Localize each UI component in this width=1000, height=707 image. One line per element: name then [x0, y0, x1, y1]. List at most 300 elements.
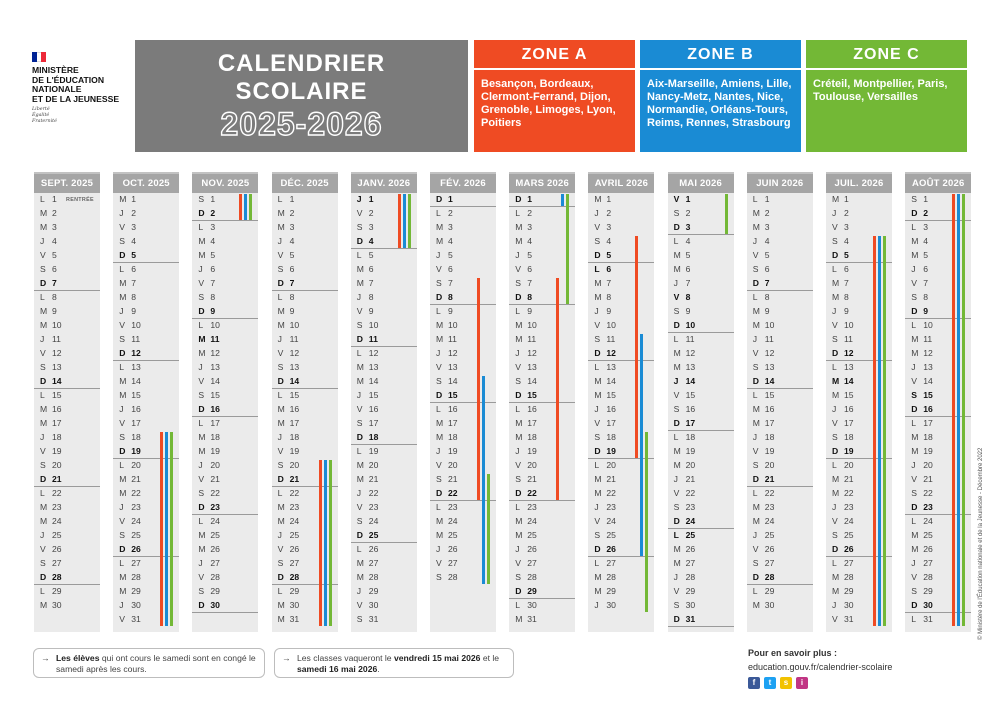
day-row — [192, 585, 258, 599]
day-letter: V — [832, 222, 838, 232]
day-number: 27 — [368, 558, 379, 568]
day-number: 1 — [289, 194, 295, 204]
day-row — [588, 193, 654, 207]
day-letter: D — [752, 572, 760, 582]
day-letter: M — [515, 614, 523, 624]
day-row — [747, 291, 813, 305]
day-row — [34, 585, 100, 599]
day-letter: M — [40, 502, 48, 512]
snapchat-icon[interactable]: s — [780, 677, 792, 689]
day-letter: D — [436, 194, 443, 204]
day-letter: S — [119, 530, 125, 540]
day-letter: L — [515, 306, 520, 316]
day-letter: M — [198, 236, 206, 246]
day-number: 22 — [210, 488, 220, 498]
day-letter: M — [436, 418, 444, 428]
day-row — [192, 571, 258, 585]
day-number: 18 — [52, 432, 62, 442]
day-letter: D — [198, 306, 205, 316]
day-number: 5 — [527, 250, 532, 260]
day-letter: J — [356, 194, 362, 204]
day-row — [747, 221, 813, 235]
month-days — [826, 193, 892, 630]
day-number: 19 — [289, 446, 300, 456]
day-number: 11 — [448, 334, 457, 344]
day-letter: J — [277, 432, 282, 442]
day-letter: L — [119, 460, 124, 470]
day-row — [351, 487, 417, 501]
holiday-bar-zone-a — [873, 236, 876, 626]
day-row — [588, 375, 654, 389]
day-letter: M — [198, 432, 206, 442]
day-row — [588, 207, 654, 221]
day-letter: J — [119, 208, 124, 218]
day-number: 1 — [923, 194, 928, 204]
day-number: 21 — [844, 474, 854, 484]
day-row — [34, 487, 100, 501]
day-number: 19 — [923, 446, 933, 456]
day-letter: D — [515, 292, 522, 302]
day-row — [747, 543, 813, 557]
day-row — [668, 445, 734, 459]
day-letter: V — [277, 348, 284, 358]
day-number: 30 — [368, 600, 379, 610]
holiday-bar-zone-c — [566, 194, 569, 304]
twitter-icon[interactable]: t — [764, 677, 776, 689]
day-row — [272, 235, 338, 249]
day-letter: D — [119, 348, 126, 358]
day-letter: S — [752, 264, 759, 274]
copyright-note: © Ministère de l'Éducation nationale et de la Jeunesse - Décembre 2022 — [978, 447, 984, 640]
day-number: 2 — [923, 208, 928, 218]
day-letter: V — [594, 418, 601, 428]
day-row — [272, 193, 338, 207]
day-number: 23 — [527, 502, 537, 512]
day-number: 21 — [606, 474, 616, 484]
day-letter: V — [752, 544, 759, 554]
day-number: 25 — [844, 530, 854, 540]
day-row — [351, 599, 417, 613]
day-row — [747, 599, 813, 613]
day-row — [668, 543, 734, 557]
day-letter: M — [594, 278, 602, 288]
month-header: DÉC. 2025 — [272, 174, 338, 193]
day-number: 29 — [764, 586, 775, 596]
day-letter: V — [673, 194, 680, 204]
day-letter: D — [911, 600, 918, 610]
day-letter: M — [752, 208, 760, 218]
day-letter: M — [119, 586, 127, 596]
day-letter: J — [40, 334, 45, 344]
day-row — [668, 375, 734, 389]
day-letter: S — [594, 530, 601, 540]
day-row — [192, 473, 258, 487]
month-header: NOV. 2025 — [192, 174, 258, 193]
day-number: 21 — [52, 474, 62, 484]
day-letter: J — [356, 390, 362, 400]
day-number: 23 — [52, 502, 62, 512]
day-row — [351, 459, 417, 473]
day-number: 7 — [52, 278, 57, 288]
day-row — [351, 319, 417, 333]
day-number: 17 — [368, 418, 379, 428]
day-row — [509, 431, 575, 445]
day-number: 2 — [368, 208, 374, 218]
day-row — [747, 361, 813, 375]
day-row — [34, 571, 100, 585]
day-row — [747, 375, 813, 389]
day-letter: J — [832, 502, 837, 512]
day-letter: L — [515, 208, 520, 218]
day-row — [430, 235, 496, 249]
day-number: 23 — [448, 502, 458, 512]
month-days — [351, 193, 417, 630]
day-number: 4 — [527, 236, 532, 246]
holiday-bar-zone-b — [403, 194, 406, 248]
day-row — [509, 459, 575, 473]
day-number: 13 — [210, 362, 220, 372]
day-row — [509, 557, 575, 571]
day-letter: M — [356, 572, 364, 582]
day-row — [192, 263, 258, 277]
day-letter: L — [594, 264, 600, 274]
holiday-bar-zone-a — [398, 194, 401, 248]
day-number: 16 — [844, 404, 854, 414]
day-number: 7 — [685, 278, 691, 288]
day-row — [272, 375, 338, 389]
motto-line: Fraternité — [32, 119, 57, 125]
day-number: 20 — [289, 460, 300, 470]
ministry-name — [32, 66, 142, 104]
day-number: 11 — [844, 334, 853, 344]
day-number: 10 — [368, 320, 379, 330]
day-letter: M — [356, 376, 364, 386]
day-number: 30 — [527, 600, 537, 610]
day-letter: M — [119, 474, 127, 484]
day-row — [272, 403, 338, 417]
day-row — [351, 277, 417, 291]
day-number: 25 — [448, 530, 458, 540]
day-number: 19 — [844, 446, 854, 456]
day-letter: M — [911, 250, 919, 260]
day-number: 14 — [131, 376, 141, 386]
day-letter: L — [277, 390, 283, 400]
day-row — [113, 235, 179, 249]
day-letter: M — [673, 558, 681, 568]
day-row — [351, 445, 417, 459]
day-row — [509, 389, 575, 403]
ministry-line: MINISTÈRE — [32, 65, 79, 75]
day-letter: D — [40, 278, 47, 288]
day-letter: J — [198, 460, 203, 470]
day-row — [351, 613, 417, 627]
day-number: 4 — [131, 236, 136, 246]
day-letter: D — [673, 320, 680, 330]
day-number: 8 — [923, 292, 928, 302]
day-row — [668, 431, 734, 445]
day-number: 15 — [131, 390, 141, 400]
day-letter: M — [119, 488, 127, 498]
day-number: 12 — [289, 348, 300, 358]
facebook-icon[interactable]: f — [748, 677, 760, 689]
day-letter: S — [752, 460, 759, 470]
day-row — [509, 487, 575, 501]
day-row — [509, 375, 575, 389]
day-row — [351, 473, 417, 487]
day-row — [192, 431, 258, 445]
day-letter: M — [40, 320, 48, 330]
day-number: 10 — [289, 320, 300, 330]
day-letter: D — [198, 502, 205, 512]
day-row — [192, 557, 258, 571]
day-number: 10 — [210, 320, 220, 330]
day-number: 2 — [527, 208, 532, 218]
day-number: 22 — [606, 488, 616, 498]
month-header: JUIN 2026 — [747, 174, 813, 193]
day-row — [34, 459, 100, 473]
day-row — [351, 529, 417, 543]
day-number: 10 — [448, 320, 458, 330]
day-letter: L — [198, 418, 204, 428]
day-number: 1 — [527, 194, 532, 204]
day-row — [351, 585, 417, 599]
day-letter: L — [356, 250, 362, 260]
day-number: 16 — [448, 404, 458, 414]
day-row — [430, 291, 496, 305]
day-number: 8 — [844, 292, 849, 302]
day-number: 16 — [685, 404, 696, 414]
day-letter: J — [119, 600, 124, 610]
day-number: 18 — [368, 432, 379, 442]
day-letter: J — [119, 502, 124, 512]
day-number: 26 — [685, 544, 696, 554]
day-row — [34, 543, 100, 557]
day-letter: L — [40, 488, 45, 498]
day-letter: J — [277, 530, 282, 540]
day-row — [430, 375, 496, 389]
more-info-label: Pour en savoir plus : — [748, 648, 838, 658]
day-number: 6 — [131, 264, 136, 274]
day-number: 1 — [844, 194, 849, 204]
day-letter: M — [594, 292, 602, 302]
day-number: 21 — [210, 474, 220, 484]
day-row — [588, 235, 654, 249]
month-header: MAI 2026 — [668, 174, 734, 193]
day-number: 4 — [606, 236, 612, 246]
day-number: 16 — [289, 404, 300, 414]
day-letter: V — [277, 250, 284, 260]
day-letter: M — [673, 446, 681, 456]
day-row — [668, 515, 734, 529]
day-letter: S — [40, 362, 46, 372]
day-number: 30 — [923, 600, 933, 610]
day-row — [34, 375, 100, 389]
day-letter: M — [594, 488, 602, 498]
day-letter: L — [673, 236, 679, 246]
day-number: 1 — [131, 194, 136, 204]
day-number: 6 — [527, 264, 532, 274]
day-number: 11 — [764, 334, 774, 344]
day-number: 4 — [210, 236, 216, 246]
note-bold: vendredi 15 mai 2026 — [393, 653, 481, 663]
day-number: 18 — [606, 432, 616, 442]
day-letter: V — [911, 474, 917, 484]
day-letter: M — [277, 600, 285, 610]
day-letter: S — [277, 264, 284, 274]
day-letter: M — [40, 208, 48, 218]
day-row — [430, 277, 496, 291]
day-row — [351, 543, 417, 557]
day-letter: S — [356, 614, 363, 624]
day-number: 5 — [289, 250, 295, 260]
day-row — [430, 445, 496, 459]
holiday-bar-zone-a — [635, 236, 638, 458]
day-row — [113, 207, 179, 221]
day-row — [668, 473, 734, 487]
day-number: 9 — [685, 306, 691, 316]
day-letter: M — [911, 236, 919, 246]
day-number: 25 — [131, 530, 141, 540]
day-row — [430, 431, 496, 445]
day-number: 26 — [448, 544, 458, 554]
day-number: 8 — [368, 292, 374, 302]
day-number: 5 — [685, 250, 691, 260]
day-number: 5 — [606, 250, 612, 260]
ministry-logo — [32, 52, 142, 125]
day-number: 18 — [289, 432, 300, 442]
day-number: 11 — [52, 334, 61, 344]
day-letter: V — [594, 222, 601, 232]
day-number: 6 — [289, 264, 295, 274]
day-row — [747, 571, 813, 585]
day-row — [34, 557, 100, 571]
day-number: 7 — [606, 278, 612, 288]
day-number: 7 — [131, 278, 136, 288]
day-row — [509, 599, 575, 613]
day-row — [747, 487, 813, 501]
day-number: 3 — [527, 222, 532, 232]
day-number: 6 — [210, 264, 216, 274]
day-number: 22 — [131, 488, 141, 498]
day-letter: M — [752, 222, 760, 232]
social-links — [748, 677, 808, 689]
day-letter: D — [594, 446, 601, 456]
day-letter: S — [436, 376, 442, 386]
day-number: 18 — [448, 432, 458, 442]
day-letter: V — [40, 250, 46, 260]
day-number: 14 — [289, 376, 300, 386]
day-letter: D — [752, 278, 760, 288]
day-letter: S — [40, 558, 46, 568]
day-letter: L — [119, 264, 124, 274]
day-number: 3 — [606, 222, 612, 232]
day-letter: L — [40, 292, 45, 302]
day-number: 7 — [844, 278, 849, 288]
month-days — [113, 193, 179, 630]
note-text: . — [377, 664, 380, 674]
day-letter: V — [594, 320, 601, 330]
day-letter: M — [594, 474, 602, 484]
day-number: 9 — [210, 306, 216, 316]
day-letter: V — [752, 348, 759, 358]
day-letter: J — [277, 334, 282, 344]
month-days — [668, 193, 734, 630]
day-letter: M — [198, 544, 206, 554]
day-row — [192, 445, 258, 459]
day-letter: J — [832, 600, 837, 610]
day-row — [351, 263, 417, 277]
day-row — [34, 319, 100, 333]
day-letter: S — [515, 474, 521, 484]
day-row — [34, 291, 100, 305]
month-column — [192, 172, 258, 632]
day-letter: L — [752, 586, 758, 596]
day-row — [747, 501, 813, 515]
day-letter: M — [356, 558, 364, 568]
day-letter: S — [198, 390, 205, 400]
holiday-bar-zone-c — [249, 194, 252, 220]
day-letter: J — [673, 474, 678, 484]
month-days — [747, 193, 813, 630]
day-row — [747, 557, 813, 571]
day-number: 16 — [527, 404, 537, 414]
day-number: 5 — [210, 250, 216, 260]
day-number: 25 — [606, 530, 616, 540]
day-number: 12 — [368, 348, 379, 358]
day-letter: L — [911, 614, 916, 624]
day-letter: J — [356, 488, 362, 498]
day-number: 13 — [131, 362, 141, 372]
more-info-link[interactable]: education.gouv.fr/calendrier-scolaire — [748, 662, 893, 672]
day-row — [588, 403, 654, 417]
day-number: 16 — [210, 404, 220, 414]
day-letter: S — [515, 278, 521, 288]
day-letter: V — [436, 264, 442, 274]
day-number: 31 — [368, 614, 379, 624]
day-row — [272, 305, 338, 319]
day-number: 22 — [844, 488, 854, 498]
day-row — [509, 403, 575, 417]
day-number: 13 — [448, 362, 458, 372]
day-number: 16 — [764, 404, 775, 414]
day-number: 15 — [52, 390, 62, 400]
day-letter: L — [673, 432, 679, 442]
month-header: AOÛT 2026 — [905, 174, 971, 193]
day-number: 24 — [289, 516, 300, 526]
instagram-icon[interactable]: i — [796, 677, 808, 689]
day-letter: J — [594, 600, 599, 610]
day-letter: J — [436, 348, 441, 358]
day-letter: M — [673, 544, 681, 554]
more-info — [748, 646, 892, 674]
day-number: 28 — [685, 572, 696, 582]
day-number: 3 — [131, 222, 136, 232]
day-number: 25 — [685, 530, 696, 540]
day-row — [192, 375, 258, 389]
day-number: 5 — [52, 250, 57, 260]
day-row — [430, 389, 496, 403]
day-letter: L — [436, 404, 441, 414]
day-row — [351, 375, 417, 389]
day-number: 29 — [923, 586, 933, 596]
day-number: 8 — [606, 292, 612, 302]
day-letter: S — [277, 362, 284, 372]
day-number: 14 — [368, 376, 379, 386]
holiday-bar-zone-b — [878, 236, 881, 626]
day-row — [192, 529, 258, 543]
day-number: 25 — [52, 530, 62, 540]
day-letter: M — [832, 376, 840, 386]
